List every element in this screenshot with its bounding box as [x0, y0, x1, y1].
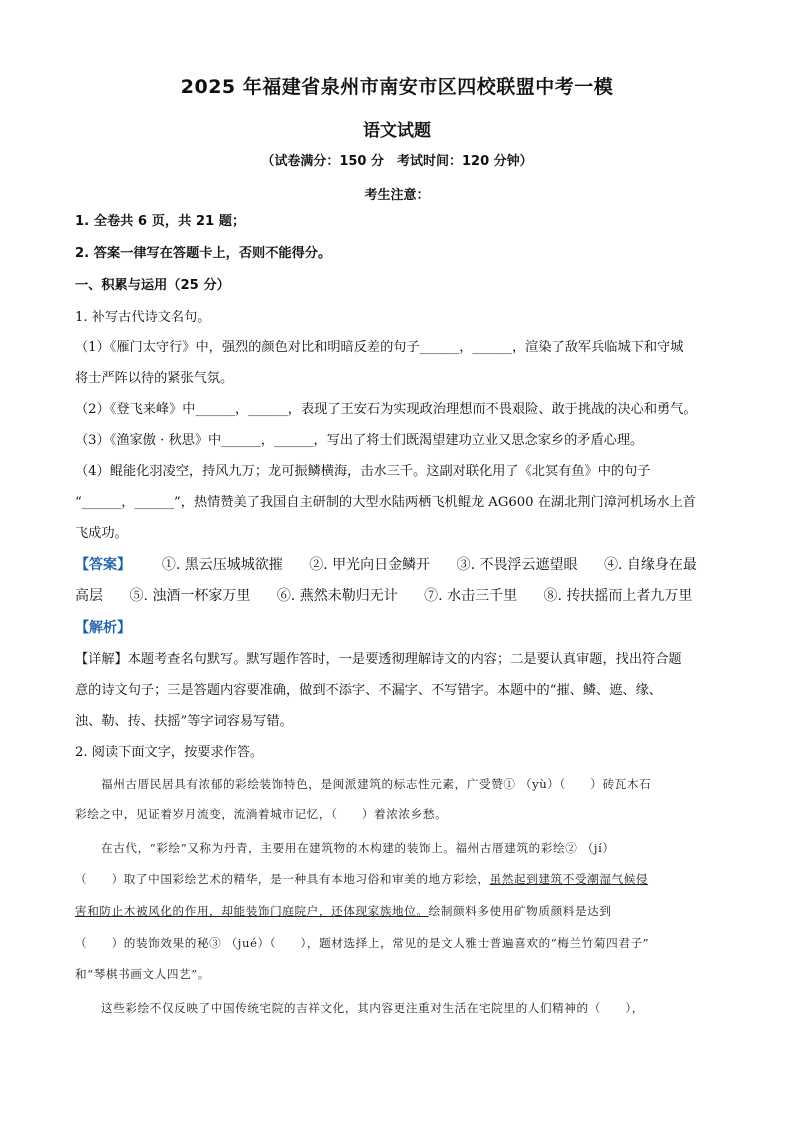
- passage-line: 和“琴棋书画文人四艺”。: [75, 967, 210, 981]
- passage-line: 害和防止木被风化的作用，却能装饰门庭院户，还体现家族地位。绘制颜料多使用矿物质颜料是达到: [75, 904, 612, 918]
- answer-item: ⑦. 水击三千里: [424, 588, 518, 604]
- analysis-detail-line: 【详解】本题考查名句默写。默写题作答时，一是要透彻理解诗文的内容；二是要认真审题，找出符合题: [75, 652, 682, 667]
- passage-line: 福州古厝民居具有浓郁的彩绘装饰特色，是闽派建筑的标志性元素，广受赞① （yù）（ ）砖瓦木石: [101, 777, 652, 791]
- page-subtitle: 语文试题: [363, 121, 431, 141]
- q1-item-4-line: “______，______”，热情赞美了我国自主研制的大型水陆两栖飞机鲲龙 AG600 在湖北荆门漳河机场水上首: [75, 495, 696, 510]
- answer-lead: 高层: [75, 588, 103, 604]
- answer-item: ⑥. 燕然未勒归无计: [276, 588, 398, 604]
- answer-line: [75, 555, 725, 575]
- notice-item: 2. 答案一律写在答题卡上，否则不能得分。: [75, 246, 332, 261]
- q1-item-4-line: 飞成功。: [75, 526, 128, 541]
- answer-item: ②. 甲光向日金鳞开: [309, 557, 431, 573]
- answer-item: ⑧. 抟扶摇而上者九万里: [543, 588, 693, 604]
- answer-line: [75, 586, 725, 606]
- question-2-stem: 2. 阅读下面文字，按要求作答。: [75, 745, 264, 760]
- page-title: 2025 年福建省泉州市南安市区四校联盟中考一模: [180, 76, 614, 98]
- q1-item-3: （3）《渔家傲 · 秋思》中______，______，写出了将士们既渴望建功立业又思念家乡的矛盾心理。: [75, 433, 644, 448]
- question-1-stem: 1. 补写古代诗文名句。: [75, 310, 211, 325]
- passage-line: （ ）的装饰效果的秘③ （jué）（ ），题材选择上，常见的是文人雅士普遍喜欢的“梅兰竹菊四君子”: [75, 936, 650, 950]
- exam-info: （试卷满分：150 分 考试时间：120 分钟）: [261, 154, 533, 169]
- underlined-sentence: 害和防止木被风化的作用，却能装饰门庭院户，还体现家族地位。: [75, 904, 429, 918]
- answer-item: ①. 黑云压城城欲摧: [161, 557, 283, 573]
- notice-item: 1. 全卷共 6 页，共 21 题；: [75, 214, 246, 229]
- analysis-tag: 【解析】: [75, 620, 131, 636]
- passage-line: 彩绘之中，见证着岁月流变，流淌着城市记忆，（ ）着浓浓乡愁。: [75, 807, 448, 821]
- passage-line: 在古代，“彩绘”又称为丹青，主要用在建筑物的木构建的装饰上。福州古厝建筑的彩绘② （jí）: [101, 841, 615, 855]
- underlined-sentence: 虽然起到建筑不受潮湿气候侵: [489, 872, 649, 886]
- passage-line: 这些彩绘不仅反映了中国传统宅院的吉祥文化，其内容更注重对生活在宅院里的人们精神的（ ），: [101, 1001, 644, 1015]
- q1-item-4-line: （4）鲲能化羽凌空，持风九万；龙可振鳞横海，击水三千。这副对联化用了《北冥有鱼》中的句子: [75, 464, 651, 479]
- notice-heading: 考生注意：: [364, 188, 430, 203]
- passage-line: （ ）取了中国彩绘艺术的精华，是一种具有本地习俗和审美的地方彩绘，虽然起到建筑不受潮湿气候侵: [75, 872, 649, 886]
- analysis-detail-line: 浊、勒、抟、扶摇”等字词容易写错。: [75, 714, 293, 729]
- answer-item: ⑤. 浊酒一杯家万里: [129, 588, 251, 604]
- answer-tag: 【答案】: [75, 557, 131, 573]
- answer-item: ④. 自缘身在最: [603, 557, 697, 573]
- q1-item-1-line: 将士严阵以待的紧张气氛。: [75, 371, 234, 386]
- answer-item: ③. 不畏浮云遮望眼: [456, 557, 578, 573]
- analysis-detail-line: 意的诗文句子；三是答题内容要准确，做到不添字、不漏字、不写错字。本题中的“摧、鳞、遮、缘、: [75, 683, 662, 698]
- section-heading: 一、积累与运用（25 分）: [75, 278, 230, 293]
- q1-item-1-line: （1）《雁门太守行》中，强烈的颜色对比和明暗反差的句子______，______，渲染了敌军兵临城下和守城: [75, 340, 684, 355]
- q1-item-2: （2）《登飞来峰》中______，______，表现了王安石为实现政治理想而不畏艰险、敢于挑战的决心和勇气。: [75, 402, 697, 417]
